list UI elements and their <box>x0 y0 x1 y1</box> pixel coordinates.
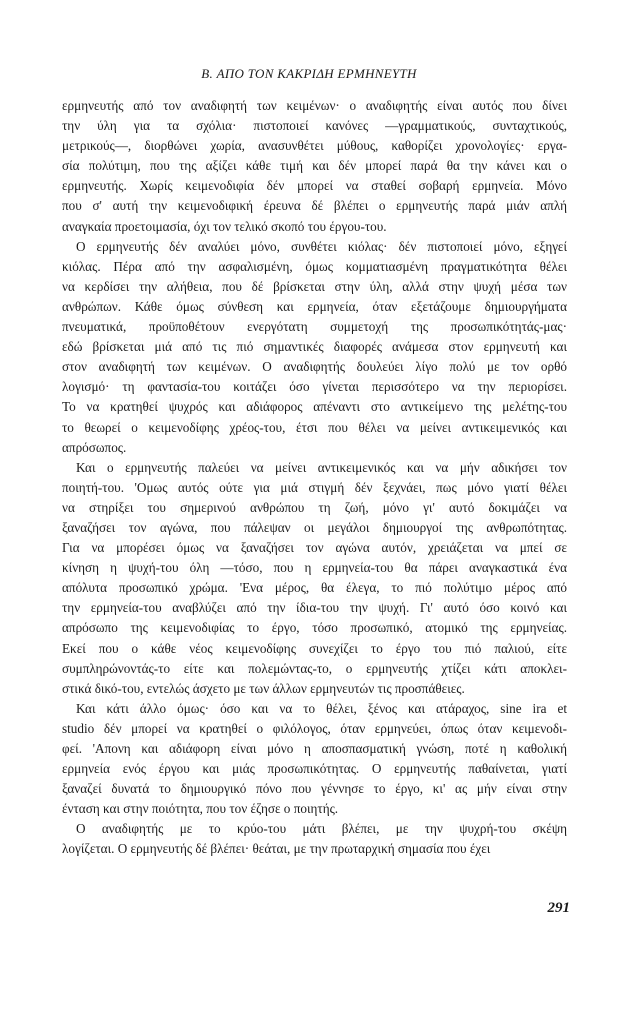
text-line: απρόσωπο της κειμενοδιφίας το έργο, τόσο προσωπικό, ατομικό της ερμηνείας. <box>62 620 567 636</box>
text-line: ερμηνευτής. Χωρίς κειμενοδιφία δέν μπορεί να σταθεί σοβαρή ερμηνεία. Μόνο <box>62 178 567 194</box>
text-line: απόλυτα προσωπικό χρώμα. 'Ενα μέρος, θα έλεγα, το πιό πολύτιμο μέρος από <box>62 580 567 596</box>
text-line: να στηρίξει του σημερινού ανθρώπου τη ζωή, μόνο γι' αυτό δοκιμάζει να <box>62 499 567 515</box>
paragraph <box>62 237 567 458</box>
text-line: ένταση και στην ποιότητα, που τον έζησε ο ποιητής. <box>62 801 339 817</box>
text-line: ποιητή-του. 'Ομως αυτός ούτε για μιά στιγμή δέν ξεχνάει, πως μόνο γιατί θέλει <box>62 479 567 495</box>
text-line: Το να κρατηθεί ψυχρός και αδιάφορος απέναντι στο αντικείμενο της μελέτης-του <box>62 399 567 415</box>
text-line: στον αναδιφητή των κειμένων. Ο αναδιφητής δουλεύει λίγο πολύ με τον ορθό <box>62 359 567 375</box>
text-line: ξαναζεί δυνατά το δημιουργικό πόνο που γέννησε το έργο, κι' ας μήν είναι στην <box>62 781 567 797</box>
page-number: 291 <box>547 900 570 916</box>
text-line: εδώ βρίσκεται μιά από τις πιό σημαντικές διαφορές ανάμεσα στον ερμηνευτή και <box>62 339 567 355</box>
body-text <box>62 96 567 860</box>
text-line: Ο αναδιφητής με το κρύο-του μάτι βλέπει, με την ψυχρή-του σκέψη <box>76 821 567 837</box>
text-line: το θεωρεί ο κειμενοδίφης χρέος-του, έτσι που θέλει να μείνει αντικειμενικός και <box>62 419 567 435</box>
text-line: κίνηση η ψυχή-του όλη —τόσο, που η ερμηνεία-του θα πάρει αναγκαστικά ένα <box>62 560 567 576</box>
text-line: ερμηνευτής από τον αναδιφητή των κειμένων· ο αναδιφητής είναι αυτός που δίνει <box>62 98 567 113</box>
text-line: Και ο ερμηνευτής παλεύει να μείνει αντικειμενικός και να μήν αδικήσει τον <box>76 459 567 475</box>
text-line: την ύλη για τα σχόλια· πιστοποιεί κανόνες —γραμματικούς, συνταχτικούς, <box>62 118 567 134</box>
text-line: κιόλας. Πέρα από την ασφαλισμένη, όμως κομματιασμένη πραγματικότητα θέλει <box>62 258 567 274</box>
paragraph <box>62 819 567 859</box>
text-line: λογίζεται. Ο ερμηνευτής δέ βλέπει· θεάται, με την πρωταρχική σημασία που έχει <box>62 841 491 857</box>
text-line: ανθρώπων. Κάθε όμως σύνθεση και ερμηνεία, όταν εξετάζουμε δημιουργήματα <box>62 298 567 314</box>
text-line: Ο ερμηνευτής δέν αναλύει μόνο, συνθέτει κιόλας· δέν πιστοποιεί μόνο, εξηγεί <box>76 238 567 254</box>
text-line: studio δέν μπορεί να κρατηθεί ο φιλόλογος, όταν ερμηνεύει, όπως όταν κειμενοδι- <box>62 720 567 736</box>
text-line: αναγκαία προετοιμασία, όχι τον τελικό σκοπό του έργου-του. <box>62 218 387 234</box>
text-line: συμπληρώνοντάς-το είτε και πολεμώντας-το, ο ερμηνευτής χτίζει κάτι αποκλει- <box>62 660 567 676</box>
paragraph <box>62 699 567 820</box>
text-line: στικά δικό-του, εντελώς άσχετο με των άλλων ερμηνευτών τις προσπάθειες. <box>62 680 465 696</box>
text-line: Εκεί που ο κάθε νέος κειμενοδίφης συνεχίζει το έργο του πιό παλιού, είτε <box>62 640 567 656</box>
text-line: Και κάτι άλλο όμως· όσο και να το θέλει, ξένος και ατάραχος, sine ira et <box>76 700 567 716</box>
text-line: ξαναζήσει τον αγώνα, που πάλεψαν οι μεγάλοι δημιουργοί της ανθρωπότητας. <box>62 519 567 535</box>
text-line: σία πολύτιμη, που της αξίζει κάθε τιμή και δέν μπορεί παρά θα την κάνει και ο <box>62 158 567 174</box>
text-line: μετρικούς—, διορθώνει χωρία, ανασυνθέτει μύθους, καθορίζει χρονολογίες· εργα- <box>62 138 567 154</box>
text-line: απρόσωπος. <box>62 439 127 455</box>
text-line: που σ' αυτή την κειμενοδιφική έρευνα δέ βλέπει ο ερμηνευτής παρά μιάν απλή <box>62 198 567 214</box>
text-line: λογισμό· τη φαντασία-του κοιτάζει όσο γίνεται περισσότερο να την περιορίσει. <box>62 379 567 395</box>
text-line: Για να μπορέσει όμως να ξαναζήσει τον αγώνα αυτόν, χρειάζεται να μπεί σε <box>62 540 567 556</box>
text-line: να κερδίσει την αλήθεια, που δέ βρίσκεται στην ύλη, αλλά στην ψυχή μέσα των <box>62 278 567 294</box>
text-line: την ερμηνεία-του αναβλύζει από την ίδια-του την ψυχή. Γι' αυτό όσο κοινό και <box>62 600 567 616</box>
paragraph <box>62 96 567 237</box>
text-line: φεί. 'Απονη και αδιάφορη είναι μόνο η αποσπασματική γνώση, ποτέ η καθολική <box>62 741 567 756</box>
text-line: πνευματικά, προϋποθέτουν ενεργότατη συμμετοχή της προσωπικότητάς-μας· <box>62 319 567 335</box>
paragraph <box>62 458 567 699</box>
running-header: B. ΑΠΟ ΤΟΝ ΚΑΚΡΙΔΗ ΕΡΜΗΝΕΥΤΗ <box>201 66 417 81</box>
text-line: ερμηνεία ενός έργου και μιάς προσωπικότητας. Ο ερμηνευτής παθαίνεται, γιατί <box>62 761 567 777</box>
